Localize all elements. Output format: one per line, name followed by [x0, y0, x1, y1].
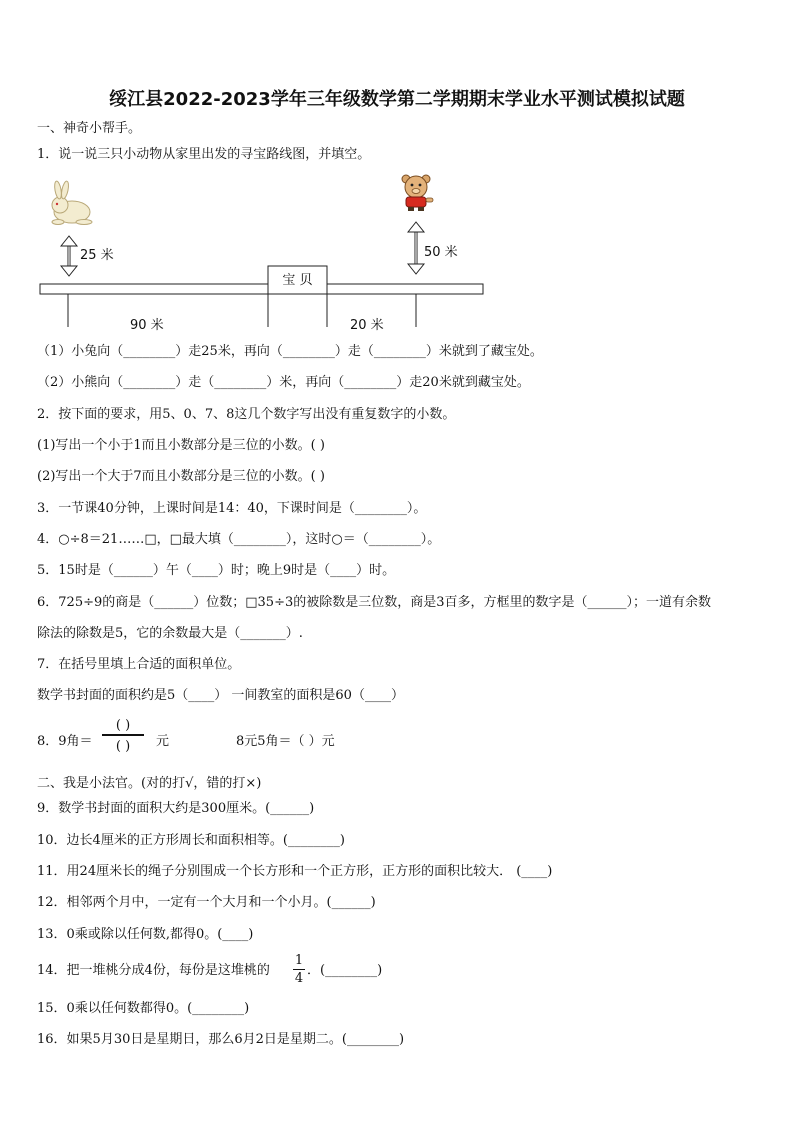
treasure-label: 宝 贝 — [282, 273, 313, 288]
fraction-bar — [102, 734, 144, 736]
question-4: 4．○÷8＝21……□，□最大填（________），这时○＝（________）。 — [37, 532, 441, 547]
page-title: 绥江县2022-2023学年三年级数学第二学期期末学业水平测试模拟试题 — [109, 89, 685, 110]
question-2-2: (2)写出一个大于7而且小数部分是三位的小数。( ) — [37, 469, 325, 484]
bear-distance-label: 50 米 — [424, 245, 458, 260]
question-14-fraction — [292, 952, 306, 988]
section-heading-1: 一、神奇小帮手。 — [37, 121, 142, 136]
route-diagram — [36, 172, 496, 337]
question-14-part-b: ．(________) — [307, 963, 383, 978]
question-8-part-b: 8元5角＝（ ）元 — [236, 734, 335, 749]
question-1: 1．说一说三只小动物从家里出发的寻宝路线图，并填空。 — [37, 147, 371, 162]
question-3: 3．一节课40分钟，上课时间是14：40，下课时间是（________）。 — [37, 501, 427, 516]
question-7-items: 数学书封面的面积约是5（____） 一间教室的面积是60（____） — [37, 688, 404, 703]
question-8-fraction — [100, 716, 146, 756]
question-9: 9．数学书封面的面积大约是300厘米。(______) — [37, 801, 315, 816]
fraction-denominator: ( ) — [115, 739, 131, 754]
rabbit-distance-arrow — [61, 236, 77, 276]
question-13: 13．0乘或除以任何数,都得0。(____) — [37, 927, 254, 942]
fraction-bar — [293, 969, 305, 970]
question-1-2: （2）小熊向（________）走（________）米，再向（________）走20米就到藏宝处。 — [37, 375, 530, 390]
question-2-1: (1)写出一个小于1而且小数部分是三位的小数。( ) — [37, 438, 325, 453]
question-6-line-1: 6．725÷9的商是（______）位数；□35÷3的被除数是三位数，商是3百多，方框里的数字是（______）；一道有余数 — [37, 595, 712, 610]
question-15: 15．0乘以任何数都得0。(________) — [37, 1001, 250, 1016]
section-heading-2: 二、我是小法官。(对的打√，错的打×) — [37, 776, 262, 791]
question-8-unit: 元 — [156, 734, 170, 749]
question-2: 2．按下面的要求，用5、0、7、8这几个数字写出没有重复数字的小数。 — [37, 407, 456, 422]
bear-distance-arrow — [408, 222, 424, 274]
fraction-denominator: 4 — [294, 971, 304, 986]
question-16: 16．如果5月30日是星期日，那么6月2日是星期二。(________) — [37, 1032, 405, 1047]
question-5: 5．15时是（______）午（____）时；晚上9时是（____）时。 — [37, 563, 396, 578]
question-7: 7．在括号里填上合适的面积单位。 — [37, 657, 241, 672]
fraction-numerator: 1 — [294, 953, 304, 968]
rabbit-distance-label: 25 米 — [80, 248, 114, 263]
question-12: 12．相邻两个月中，一定有一个大月和一个小月。(______) — [37, 895, 376, 910]
fraction-numerator: ( ) — [115, 718, 131, 733]
question-11: 11．用24厘米长的绳子分别围成一个长方形和一个正方形，正方形的面积比较大． (____) — [37, 864, 553, 879]
question-10: 10．边长4厘米的正方形周长和面积相等。(________) — [37, 833, 345, 848]
question-8-part-a: 8．9角＝ — [37, 734, 93, 749]
question-1-1: （1）小兔向（________）走25米，再向（________）走（________）米就到了藏宝处。 — [37, 344, 543, 359]
rabbit-icon — [52, 181, 92, 225]
question-14-part-a: 14．把一堆桃分成4份，每份是这堆桃的 — [37, 963, 270, 978]
question-6-line-2: 除法的除数是5，它的余数最大是（_______）. — [37, 626, 303, 641]
bear-icon — [402, 175, 433, 211]
left-distance-label: 90 米 — [130, 318, 164, 333]
right-distance-label: 20 米 — [350, 318, 384, 333]
